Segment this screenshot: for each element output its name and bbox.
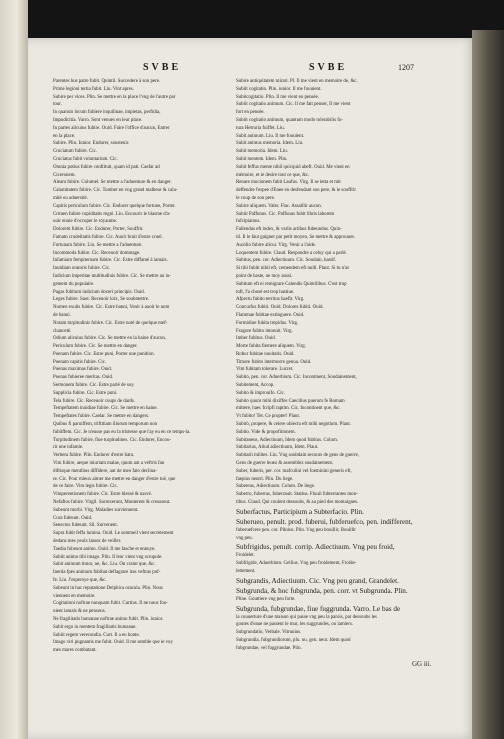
dictionary-line: Subiit Paffunus. Cic. Paffunus fubit libris laborem — [236, 211, 335, 217]
dictionary-line: vng peu. — [236, 535, 253, 541]
dictionary-line: Sermonem fubire. Cic. Estre parlé de soy. — [53, 383, 135, 389]
book-gutter — [472, 30, 504, 739]
dictionary-line: Suber, fuberis, per. cor. mafculini vel foeminini generis eft, — [236, 468, 352, 474]
dictionary-line: re. Cic. Pour mieux aimer me mettre en danger d'estre tué, que — [53, 476, 176, 482]
dictionary-line: til. Il le faut gaigner par petit moyen, Se mettre & approuuer. — [236, 234, 355, 240]
dictionary-line: Iudicium imperitae multitudinis fubire. Cic. Se mettre au iu- — [53, 273, 171, 279]
dictionary-line: Calamitatem fubire. Cic. Tomber en vng grand malheur & cala- — [53, 188, 178, 194]
dictionary-line: rir une infamie. — [53, 445, 84, 451]
dictionary-line: Tempeftatem inuidiae fubire. Cic. Se mettre en haine. — [53, 406, 158, 412]
dictionary-line: Si tibi fubiti nihil eft, cemendem eft nulli. Plaut. Si tu n'as — [236, 266, 350, 272]
dictionary-line: Subit animum timor, ne, &c. Liu. On craint que, &c. — [53, 562, 156, 568]
dictionary-line: Loquentem fubire. Claud. Respondre a celuy qui a parlé. — [236, 250, 347, 256]
dictionary-line: Crimen fubire cupiditatis regni. Liu. Encourir le blasme d'a- — [53, 211, 171, 217]
dictionary-line: tura Hetruria fuiffet. Liu. — [236, 125, 285, 131]
dictionary-line: dedans mes yeulx lassez de veiller. — [53, 539, 122, 545]
dictionary-line: Subgrundatio, Verbale. Vitruuius. — [236, 630, 302, 636]
dictionary-line: Subito. Vide & propofitionem. — [236, 429, 296, 435]
dictionary-line: Subit ergo in mentem fragilitatis humanae. — [53, 624, 137, 630]
dictionary-line: Subiit regem verecundia. Curt. Il a eu honte. — [53, 632, 140, 638]
dictionary-line: Gens de guerre leuez & assemblez soudainement. — [236, 461, 334, 467]
dictionary-line: Subitaneus, Adiectiuum, Idem quod fubitus. Colum. — [236, 437, 339, 443]
dictionary-line: Pline. Gouttiere vng peu forte. — [236, 596, 296, 602]
dictionary-line: Taedia fubeunt animo. Ouid. Il me fasche et ennuye. — [53, 546, 156, 552]
dictionary-line: faepius neutri. Plin. Du liege. — [236, 476, 294, 482]
dictionary-line: Aleam fubire. Columel. Se mettre a l'aduenture & en danger. — [53, 180, 172, 186]
headword-line: Suberfactus, Participium a Subterfacio. Plin. — [236, 507, 364, 516]
headword-line: Subgrunda, fubgrundae, fiue fuggrunda. Varro. Le bas de — [236, 604, 401, 613]
dictionary-line: Inerda fpes animum fubibat deflagrare iras veftras pof- — [53, 570, 161, 576]
dictionary-line: fubgrundae, vel fuggrundae. Plin. — [236, 645, 302, 651]
dictionary-line: Vimperentionem fubire. Cic. Estre blessé & navré. — [53, 492, 152, 498]
dictionary-line: Subito & improuifo. Cic. — [236, 390, 286, 396]
dictionary-line: Subitement, Accop. — [236, 383, 275, 389]
dictionary-line: Subit memoria. Idem. Liu. — [236, 149, 288, 155]
dictionary-line: Omnia potius fubire conftituit, quam id pati. Caefar ad — [53, 164, 160, 170]
dictionary-line: Subereus, Adiectiuum. Colum. De liege. — [236, 484, 316, 490]
dictionary-line: Subeunt in hac reputatione Delphica oracula. Plin. Nous — [53, 585, 163, 591]
dictionary-line: Subiit cogitatio animum, quantum modo tolerabilis fu- — [236, 117, 343, 123]
dictionary-line: Incommoda fubire. Cic. Receuoir dommage. — [53, 250, 141, 256]
dictionary-line: Poenam fubire. Cic. Estre puni, Porter une punition. — [53, 351, 155, 357]
dictionary-line: mité ou aduersité. — [53, 195, 88, 201]
dictionary-line: diftisque mentibus diffidere, aut de meo fato declina- — [53, 468, 157, 474]
dictionary-line: Subitum eft ei remigrare Calendis Quintilibus. C'est trop — [236, 281, 347, 287]
headword-line: Subfrigidus, penult. corrip. Adiectiuum. Vng peu froid, — [236, 543, 395, 552]
dictionary-line: Morte fubita fiemere aliquem. Virg. — [236, 344, 306, 350]
dictionary-line: Subitarii milites. Liu. Vng soubdain secours de gens de guerre, — [236, 453, 359, 459]
dictionary-line: Poenas fubieree meritas. Ouid. — [53, 375, 114, 381]
dictionary-line: Vt fubito! Ter. Ce propter! Plaut. — [236, 414, 301, 420]
dictionary-line: Subire. Plin. Iunior. Endurer, soustenir. — [53, 141, 130, 147]
dictionary-line: Auxilio fubire alicui. Virg. Venir a l'aide. — [236, 242, 317, 248]
dictionary-line: Subgrundia, fubgrundiorum, plu. nu. gen. neut. Idem quod — [236, 638, 351, 643]
dictionary-line: Subiit animo tibi imago. Plin. Il leur vient vng scrupule. — [53, 554, 163, 560]
dictionary-line: Quibus fi paruiffem, triftitiam illorum temporum non — [53, 422, 158, 428]
dictionary-line: Dolorem fubire. Cic. Endurer, Porter, Souffrir. — [53, 227, 144, 233]
dictionary-line: mes mares combatant. — [53, 648, 97, 654]
dictionary-line: Suberro, fuberras, fuberrauit. Statius. Fluuii fubterrantes mon- — [236, 492, 358, 498]
dictionary-line: Subeunt morbi. Virg. Maladies surviennent. — [53, 507, 139, 513]
dictionary-line: Robur fubitae nouitatis. Ouid. — [236, 351, 295, 357]
dictionary-line: de banni. — [53, 312, 71, 318]
dictionary-line: fe. Liu. J'esperoye que, &c. — [53, 578, 107, 583]
dictionary-line: Notam turpitudinis fubire. Cic. Estre noté de quelque mef- — [53, 320, 168, 326]
page-number: 1207 — [398, 63, 414, 72]
dictionary-line: Subit mentem. Idem. Plin. — [236, 156, 288, 162]
running-head-left: SVBE — [143, 62, 182, 73]
dictionary-line: mémoire, et ie desire tout ce que, &c. — [236, 172, 310, 178]
dictionary-line: Subit animum. Liu. Il me fouuient. — [236, 133, 305, 139]
dictionary-line: Impudicitia. Varro. Sont venues en leur place. — [53, 117, 143, 123]
dictionary-line: fort en pensée. — [236, 110, 265, 116]
dictionary-line: In quarum locum fubiere inquilinae, impietas, perfidia, — [53, 110, 161, 116]
dictionary-line: mittere, haec fcripfi raptim. Cic. Incontinent que, &c. — [236, 406, 341, 412]
dictionary-line: Fallendus eft index, & variis artibus fubeundus. Quin- — [236, 227, 342, 233]
dictionary-line: tibus. Claud. Qui coulent dessoubs, & au pied des montaignes. — [236, 500, 359, 506]
dictionary-line: Vim fubire, aeque iniuriam malae, quum aut a veftris fan — [53, 461, 165, 467]
dictionary-line: Vim fubitam tolerare. Lucret. — [236, 367, 294, 373]
dictionary-line: Periculum fubire. Cic. Se mettre en danger. — [53, 344, 138, 350]
dictionary-line: Turpitudinem fubire, fiue turpitudines. Cic. Endurer, Encou- — [53, 437, 172, 443]
dictionary-line: Nomen exulis fubire. Cic. Estre banni, Venir à auoir le nom — [53, 305, 170, 311]
dictionary-line: Concurfus fubiti. Ouid. Dolores fubiti. Ouid. — [236, 305, 324, 311]
dictionary-line: le coup de son pere. — [236, 195, 275, 201]
dictionary-line: viennent en memoire. — [53, 593, 96, 599]
headword-line: Subgrandis, Adiectiuum. Cic. Vng peu grand, Grandelet. — [236, 576, 399, 585]
dictionary-line: Imber fubitus. Ouid. — [236, 336, 276, 342]
dictionary-line: Parentes hus patre fubit. Quintil. Succedere à son pere. — [53, 79, 161, 84]
dictionary-line: tour. — [53, 102, 62, 108]
right-column — [236, 78, 420, 660]
dictionary-line: Inuidiam oratoris fubire. Cic. — [53, 266, 111, 272]
dictionary-line: Flammae fubitae extinguere. Ouid. — [236, 312, 305, 318]
facing-page-edge — [0, 0, 28, 739]
dictionary-line: Cruciatus fubit voluntarium. Cic. — [53, 156, 118, 162]
dictionary-line: Verbera fubire. Plin. Endurer d'estre batu. — [53, 453, 135, 459]
dictionary-line: fufcipiamus. — [236, 219, 261, 225]
dictionary-line: Subito quum mihi dixiffes Caecilius puerum fe Romam — [236, 398, 345, 404]
dictionary-line: In partes alicuius fubire. Ouid. Faire l'office d'aucun, Entrer — [53, 125, 170, 131]
running-head — [28, 62, 476, 76]
dictionary-line: uoir enuie d'occuper le royaume. — [53, 219, 118, 225]
dictionary-line: Tela fubire. Cic. Receuoir coups de dards. — [53, 398, 136, 404]
dictionary-line: Imago viri pugnantis me fubit. Ouid. Il me semble que ie voy — [53, 640, 173, 646]
dictionary-line: Supra fubit feffa lumina. Ouid. Le sommeil vient secretement — [53, 531, 174, 537]
headword-line: Subgrunda, & hoc fubgrunda, pen. corr. vt Subgrunda. Plin. — [236, 586, 408, 595]
dictionary-line: Odium alicuius fubire. Cic. Se mettre en la haine d'aucun. — [53, 336, 167, 342]
dictionary-line: gement du populaire. — [53, 281, 95, 287]
dictionary-line: Subit animus memoria. Idem. Liu. — [236, 141, 304, 147]
dictionary-line: uient iamais & ne pensons. — [53, 609, 106, 615]
dictionary-line: Prime legioni tertia fubit. Liu. Vint apres. — [53, 86, 134, 92]
dictionary-line: Subiit cogitatio. Plin. iunior. Il me fouuient. — [236, 86, 322, 92]
dictionary-line: de ce faire. Vim legis fubire. Cic. — [53, 484, 118, 490]
dictionary-line: Ne fragilitatis humanae noftrae animo fubit. Plin. iunior. — [53, 616, 164, 622]
dictionary-line: fubiiffem. Cic. Je n'eusse pas eu la tristesse que i'ay eu en ce temps-la. — [53, 429, 191, 435]
dictionary-line: Formidine fubita trepidus. Virg. — [236, 320, 299, 326]
dictionary-line: Subit feffus mente nihil quicquid abeft. Ouid. Me vient en — [236, 164, 350, 170]
dictionary-line: Subitcogitatio. Plin. Il me vient en pensée. — [236, 94, 319, 100]
signature-mark: GG iii. — [412, 660, 432, 668]
headword-line: Suberueo, penult. prod. fuberui, fubferuefco, pen. indifferent, — [236, 517, 413, 526]
dictionary-line: toft, I'a chosé est trop hastiue. — [236, 289, 295, 295]
dictionary-line: Timore fubito intermorre genua. Ouid. — [236, 359, 312, 365]
dictionary-line: Subfrigide, Aduerbium. Gellius. Vng peu froidement, Froide- — [236, 561, 357, 567]
running-head-right: SVBE — [309, 62, 348, 73]
dictionary-line: point de haste, ne moy aussi. — [236, 273, 293, 279]
dictionary-line: Renare mocionem fubit Laufus. Virg. Il se ietta et mit — [236, 180, 341, 186]
dictionary-line: Subitus, pen. cor. Adiectiuum. Cic. Soudain, hastif. — [236, 258, 337, 264]
dictionary-line: Tempeftates fubire. Caelar. Se mettre en dangers. — [53, 414, 150, 420]
dictionary-line: Cura fubeunt. Ouid. — [53, 515, 93, 521]
dictionary-line: Poenas maximas fubire. Ouid. — [53, 367, 113, 373]
dictionary-line: deffendre l'espee d'Enee en desfendant son pere, & le souffrir — [236, 188, 356, 194]
dictionary-line: Subiit cogitatio animum. Cic. Il me fait penser, Il me vient — [236, 102, 351, 108]
dictionary-line: Cogitationi noftrae nunquam fubit. Curtius. Il ne nous fou- — [53, 601, 168, 607]
dictionary-line: Famam crudelitatis fubire. Cic. Auoir bruit d'estre cruel. — [53, 234, 163, 240]
dictionary-line: Poenam capitis fubire. Cic. — [53, 359, 107, 365]
dictionary-line: Subire antiquitatem mirari. Pl. Il me vient en memoire de, &c. — [236, 79, 358, 84]
dictionary-line: la couuerture d'une maison qui passe vng peu la parois, par dessoubs les — [236, 614, 377, 620]
dictionary-line: Froidelet. — [236, 553, 255, 559]
dictionary-line: chanceté. — [53, 328, 72, 334]
dictionary-line: Ciceronem. — [53, 172, 76, 178]
dictionary-line: Subitò, propere, & celere obiectu eft mihi negotium. Plaut. — [236, 422, 351, 428]
dictionary-line: Pagas fubitum iudicium doceri principis. Ouid. — [53, 289, 145, 295]
dictionary-line: en la place. — [53, 133, 76, 139]
dictionary-line: Subire aliquem. Valer. Flac. Assaillir aucun. — [236, 203, 322, 209]
dictionary-line: Afpectu fubito territus haefit. Virg. — [236, 297, 305, 303]
dictionary-line: Capitis periculum fubire. Cic. Endurer quelque fortune, Porter. — [53, 203, 176, 209]
dictionary-line: fuberuefcere pen. cor. Plinius. Plin. Vng peu bouillir, Bouillir — [236, 527, 356, 533]
dictionary-line: Fortunam fubire. Liu. Se mettre a l'aduenture. — [53, 242, 143, 248]
left-column — [53, 78, 237, 718]
dictionary-line: Leges fubire. Suet. Receuoir loix, Se soubmettre. — [53, 297, 150, 303]
dictionary-line: Cruciatum fubire. Cic. — [53, 149, 98, 155]
dictionary-line: Infamiam fempiternam fubire. Cic. Estre diffamé à iamais. — [53, 258, 168, 264]
dictionary-line: Subitarius, Aliud adiectiuum, Idem. Plaut. — [236, 445, 319, 451]
dictionary-line: Nefaftos fubire. Virgil. Surrexerunt, Monterent & creusseut. — [53, 500, 171, 506]
dictionary-line: goutes d'eaue ne passent le mur, les suggrundes, ou lamiers. — [236, 622, 353, 628]
dictionary-line: Fragore fubito intonuit. Virg. — [236, 328, 293, 334]
dictionary-line: Supplicia fubire. Cic. Estre puni. — [53, 390, 118, 396]
dictionary-line: Subire per vices. Plin. Se mettre en la place l'vng de l'autre par — [53, 94, 176, 100]
dictionary-line: Subito, pen. cor. Aduerbium. Cic. Incontinent, Soudainement, — [236, 375, 357, 381]
dictionary-line: lettement. — [236, 569, 256, 575]
dictionary-line: Senectus fubeunt. Sil. Survenent. — [53, 523, 118, 529]
